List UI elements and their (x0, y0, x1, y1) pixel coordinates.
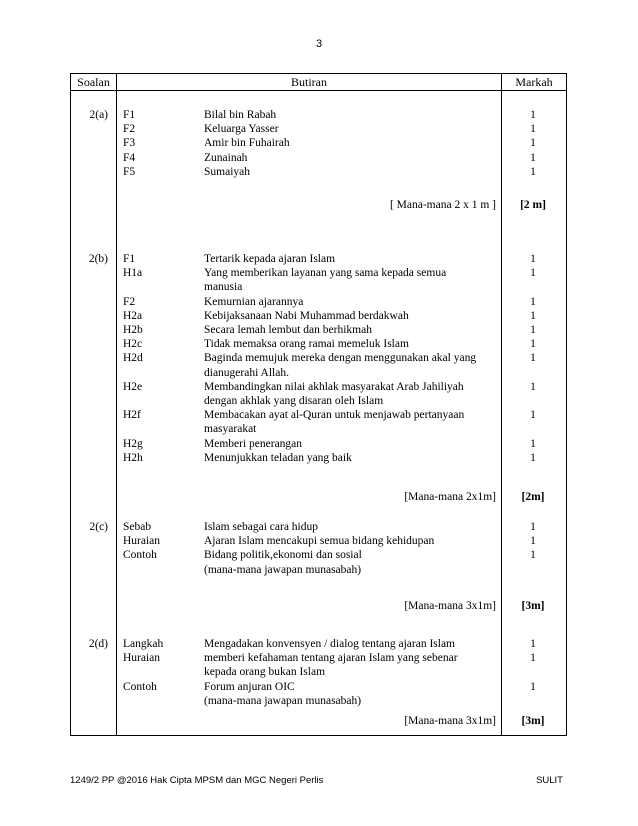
row-code: H2c (123, 338, 143, 351)
row-code: H2g (123, 437, 143, 450)
row-code: F2 (123, 295, 136, 308)
row-mark: 1 (530, 535, 536, 548)
row-text: memberi kefahaman tentang ajaran Islam yang sebenar (204, 652, 458, 665)
row-text: Kebijaksanaan Nabi Muhammad berdakwah (204, 309, 409, 322)
row-mark: 1 (530, 437, 536, 450)
row-text: Mengadakan konvensyen / dialog tentang ajaran Islam (204, 638, 456, 650)
row-text: Membacakan ayat al-Quran untuk menjawab pertanyaan (204, 409, 465, 422)
row-text: Menunjukkan teladan yang baik (204, 451, 352, 464)
row-mark: 1 (530, 549, 536, 562)
row-code: F5 (123, 165, 136, 178)
row-mark: 1 (530, 295, 536, 308)
row-text: dianugerahi Allah. (204, 366, 289, 379)
row-mark: 1 (530, 352, 536, 365)
header-divider (71, 90, 566, 91)
row-mark: 1 (530, 521, 536, 533)
row-text: Tertarik kepada ajaran Islam (204, 253, 336, 265)
row-mark: 1 (530, 652, 536, 665)
row-text: Forum anjuran OIC (204, 680, 295, 693)
row-mark: 1 (530, 309, 536, 322)
row-code: H2d (123, 352, 143, 365)
row-code: Huraian (123, 535, 161, 548)
question-number: 2(c) (89, 521, 108, 533)
row-mark: 1 (530, 151, 536, 164)
section-total-mark: [3m] (521, 600, 545, 612)
section-summary: [ Mana-mana 2 x 1 m ] (389, 199, 496, 211)
section-summary: [Mana-mana 3x1m] (404, 715, 496, 727)
row-text: Baginda memujuk mereka dengan menggunakan akal yang (204, 352, 477, 365)
row-text: Secara lemah lembut dan berhikmah (204, 324, 372, 336)
row-code: Langkah (123, 638, 164, 650)
row-mark: 1 (530, 253, 536, 265)
row-code: Contoh (123, 549, 157, 562)
marking-scheme-table (70, 73, 567, 736)
header-markah: Markah (515, 75, 553, 89)
footer-classification: SULIT (536, 775, 563, 786)
row-text: (mana-mana jawapan munasabah) (204, 563, 362, 576)
row-code: H2f (123, 409, 141, 422)
question-number: 2(a) (89, 109, 108, 121)
row-text: Membandingkan nilai akhlak masyarakat Arab Jahiliyah (204, 380, 464, 393)
row-mark: 1 (530, 123, 536, 136)
row-code: H2h (123, 451, 143, 464)
row-text: manusia (204, 281, 243, 294)
row-text: Kemurnian ajarannya (204, 295, 304, 308)
row-text: Yang memberikan layanan yang sama kepada semua (204, 267, 447, 280)
section-total-mark: [2 m] (520, 199, 546, 211)
row-text: Memberi penerangan (204, 437, 303, 450)
row-code: F3 (123, 137, 136, 150)
row-text: Sumaiyah (204, 165, 250, 178)
section-summary: [Mana-mana 3x1m] (404, 600, 496, 612)
page-number: 3 (315, 38, 323, 50)
row-text: Islam sebagai cara hidup (204, 521, 318, 533)
row-mark: 1 (530, 137, 536, 150)
column-divider (116, 74, 117, 735)
question-number: 2(b) (88, 253, 108, 265)
row-text: Ajaran Islam mencakupi semua bidang kehidupan (204, 535, 435, 548)
row-code: Sebab (123, 521, 152, 533)
row-mark: 1 (530, 267, 536, 280)
row-mark: 1 (530, 680, 536, 693)
row-code: Contoh (123, 680, 157, 693)
row-mark: 1 (530, 165, 536, 178)
header-butiran: Butiran (291, 75, 327, 89)
row-code: F1 (123, 109, 136, 121)
row-text: (mana-mana jawapan munasabah) (204, 694, 362, 707)
footer-copyright: 1249/2 PP @2016 Hak Cipta MPSM dan MGC Negeri Perlis (70, 775, 324, 786)
row-text: dengan akhlak yang disaran oleh Islam (204, 395, 384, 407)
row-mark: 1 (530, 409, 536, 422)
header-soalan: Soalan (77, 75, 110, 89)
row-code: H2b (123, 324, 143, 336)
row-text: Bilal bin Rabah (204, 109, 277, 121)
row-code: F1 (123, 253, 136, 265)
row-code: H1a (123, 267, 143, 280)
row-text: kepada orang bukan Islam (204, 666, 326, 679)
row-text: Tidak memaksa orang ramai memeluk Islam (204, 338, 409, 351)
question-number: 2(d) (88, 638, 108, 650)
section-total-mark: [3m] (521, 715, 545, 727)
row-text: Amir bin Fuhairah (204, 137, 290, 150)
row-code: F2 (123, 123, 136, 136)
row-text: Keluarga Yasser (204, 123, 279, 136)
row-text: Bidang politik,ekonomi dan sosial (204, 549, 362, 562)
row-mark: 1 (530, 109, 536, 121)
section-summary: [Mana-mana 2x1m] (404, 491, 496, 503)
row-mark: 1 (530, 338, 536, 351)
row-mark: 1 (530, 638, 536, 650)
row-text: masyarakat (204, 423, 257, 436)
row-code: H2a (123, 309, 143, 322)
row-mark: 1 (530, 380, 536, 393)
row-text: Zunainah (204, 151, 248, 164)
row-code: H2e (123, 380, 143, 393)
row-code: F4 (123, 151, 136, 164)
row-mark: 1 (530, 451, 536, 464)
row-code: Huraian (123, 652, 161, 665)
section-total-mark: [2m] (521, 491, 545, 503)
row-mark: 1 (530, 324, 536, 336)
